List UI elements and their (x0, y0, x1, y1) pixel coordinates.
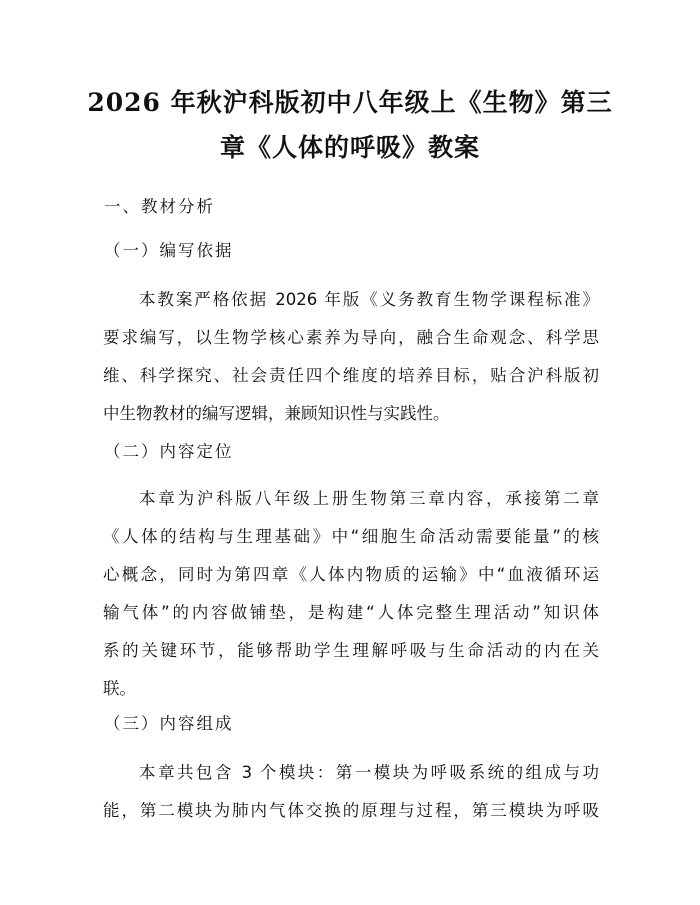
paragraph-positioning (103, 488, 599, 716)
paragraph-line: 维、科学探究、社会责任四个维度的培养目标，贴合沪科版初 (103, 366, 599, 385)
paragraph-line: 系的关键环节，能够帮助学生理解呼吸与生命活动的内在关 (103, 641, 599, 660)
paragraph-line: 《人体的结构与生理基础》中“细胞生命活动需要能量”的核 (103, 527, 599, 546)
paragraph-line: 联。 (103, 679, 136, 698)
subsection-heading-basis: （一）编写依据 (104, 241, 234, 260)
paragraph-line: 输气体”的内容做铺垫，是构建“人体完整生理活动”知识体 (103, 603, 599, 622)
paragraph-line: 本教案严格依据 2026 年版《义务教育生物学课程标准》 (139, 290, 599, 309)
paragraph-basis (103, 289, 599, 441)
document-title-line-1: 2026 年秋沪科版初中八年级上《生物》第三 (87, 88, 613, 117)
paragraph-line: 能，第二模块为肺内气体交换的原理与过程，第三模块为呼吸 (103, 801, 599, 820)
paragraph-line: 本章共包含 3 个模块：第一模块为呼吸系统的组成与功 (139, 763, 599, 782)
subsection-heading-composition: （三）内容组成 (104, 714, 234, 733)
subsection-heading-positioning: （二）内容定位 (104, 442, 234, 461)
paragraph-composition (103, 762, 599, 838)
paragraph-line: 要求编写，以生物学核心素养为导向，融合生命观念、科学思 (103, 328, 599, 347)
section-heading-teaching-material-analysis: 一、教材分析 (104, 197, 215, 216)
paragraph-line: 中生物教材的编写逻辑，兼顾知识性与实践性。 (103, 404, 450, 423)
paragraph-line: 心概念，同时为第四章《人体内物质的运输》中“血液循环运 (103, 565, 599, 584)
paragraph-line: 本章为沪科版八年级上册生物第三章内容，承接第二章 (139, 489, 599, 508)
document-title-line-2: 章《人体的呼吸》教案 (219, 133, 480, 162)
